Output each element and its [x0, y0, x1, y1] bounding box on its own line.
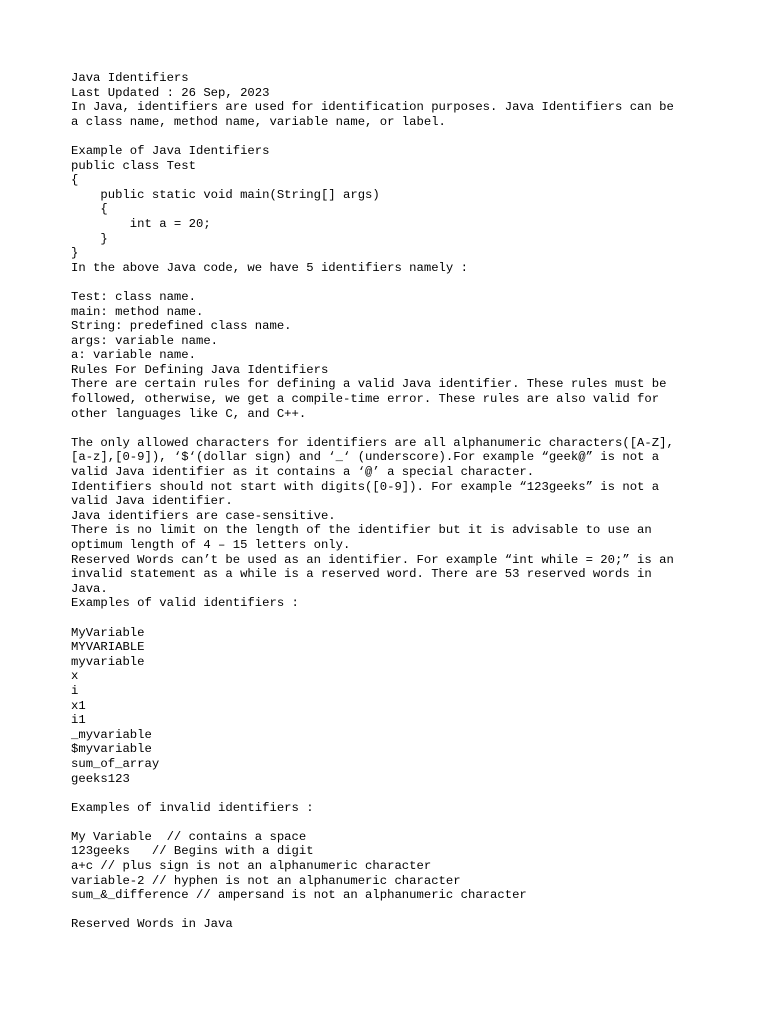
rule-line: Java. [71, 581, 108, 596]
blank-line [71, 275, 731, 290]
section-heading-example: Example of Java Identifiers [71, 143, 270, 158]
blank-line [71, 421, 731, 436]
identifier-list-item: String: predefined class name. [71, 319, 292, 334]
blank-line [71, 903, 731, 918]
rule-line: valid Java identifier. [71, 494, 233, 509]
identifier-list-item: a: variable name. [71, 348, 196, 363]
code-line: } [71, 246, 79, 261]
code-line: { [71, 173, 79, 188]
rule-line: The only allowed characters for identifiers are all alphanumeric characters([A-Z], [71, 435, 674, 450]
valid-identifier-item: i [71, 683, 79, 698]
invalid-identifier-item: sum_&_difference // ampersand is not an alphanumeric character [71, 888, 527, 903]
paragraph-line: In the above Java code, we have 5 identifiers namely : [71, 260, 468, 275]
paragraph-line: There are certain rules for defining a valid Java identifier. These rules must be [71, 377, 667, 392]
invalid-identifier-item: a+c // plus sign is not an alphanumeric character [71, 859, 432, 874]
rule-line: There is no limit on the length of the identifier but it is advisable to use an [71, 523, 652, 538]
rule-line: Identifiers should not start with digits([0-9]). For example “123geeks” is not a [71, 479, 660, 494]
document-page [71, 71, 731, 932]
code-line: } [71, 231, 108, 246]
valid-identifier-item: myvariable [71, 654, 145, 669]
blank-line [71, 815, 731, 830]
blank-line [71, 786, 731, 801]
valid-identifier-item: MyVariable [71, 625, 145, 640]
blank-line [71, 611, 731, 626]
invalid-identifier-item: My Variable // contains a space [71, 829, 307, 844]
rule-line: invalid statement as a while is a reserved word. There are 53 reserved words in [71, 567, 652, 582]
valid-identifier-item: _myvariable [71, 727, 152, 742]
paragraph-line: other languages like C, and C++. [71, 406, 307, 421]
section-heading-valid: Examples of valid identifiers : [71, 596, 299, 611]
code-line: public static void main(String[] args) [71, 187, 380, 202]
code-line: { [71, 202, 108, 217]
rule-line: Reserved Words can’t be used as an identifier. For example “int while = 20;” is an [71, 552, 674, 567]
intro-paragraph-line: In Java, identifiers are used for identification purposes. Java Identifiers can be [71, 100, 674, 115]
rule-line: [a-z],[0-9]), ‘$‘(dollar sign) and ‘_‘ (underscore).For example “geek@” is not a [71, 450, 660, 465]
rule-line: optimum length of 4 – 15 letters only. [71, 538, 351, 552]
identifier-list-item: Test: class name. [71, 289, 196, 304]
valid-identifier-item: geeks123 [71, 771, 130, 786]
code-line: int a = 20; [71, 216, 211, 231]
valid-identifier-item: sum_of_array [71, 756, 160, 771]
rule-line: Java identifiers are case-sensitive. [71, 508, 336, 523]
invalid-identifier-item: variable-2 // hyphen is not an alphanumeric character [71, 873, 461, 888]
identifier-list-item: main: method name. [71, 304, 204, 319]
section-heading-reserved: Reserved Words in Java [71, 917, 233, 932]
document-title: Java Identifiers [71, 71, 189, 85]
last-updated-text: Last Updated : 26 Sep, 2023 [71, 85, 270, 100]
valid-identifier-item: MYVARIABLE [71, 640, 145, 655]
identifier-list-item: args: variable name. [71, 333, 219, 348]
code-line: public class Test [71, 158, 196, 173]
valid-identifier-item: x1 [71, 698, 86, 713]
blank-line [71, 129, 731, 144]
valid-identifier-item: x [71, 669, 79, 684]
section-heading-rules: Rules For Defining Java Identifiers [71, 362, 329, 377]
section-heading-invalid: Examples of invalid identifiers : [71, 800, 314, 815]
paragraph-line: followed, otherwise, we get a compile-time error. These rules are also valid for [71, 392, 660, 407]
intro-paragraph-line: a class name, method name, variable name, or label. [71, 114, 446, 129]
valid-identifier-item: i1 [71, 713, 86, 728]
rule-line: valid Java identifier as it contains a ‘@’ a special character. [71, 465, 535, 480]
invalid-identifier-item: 123geeks // Begins with a digit [71, 844, 314, 859]
valid-identifier-item: $myvariable [71, 742, 152, 757]
